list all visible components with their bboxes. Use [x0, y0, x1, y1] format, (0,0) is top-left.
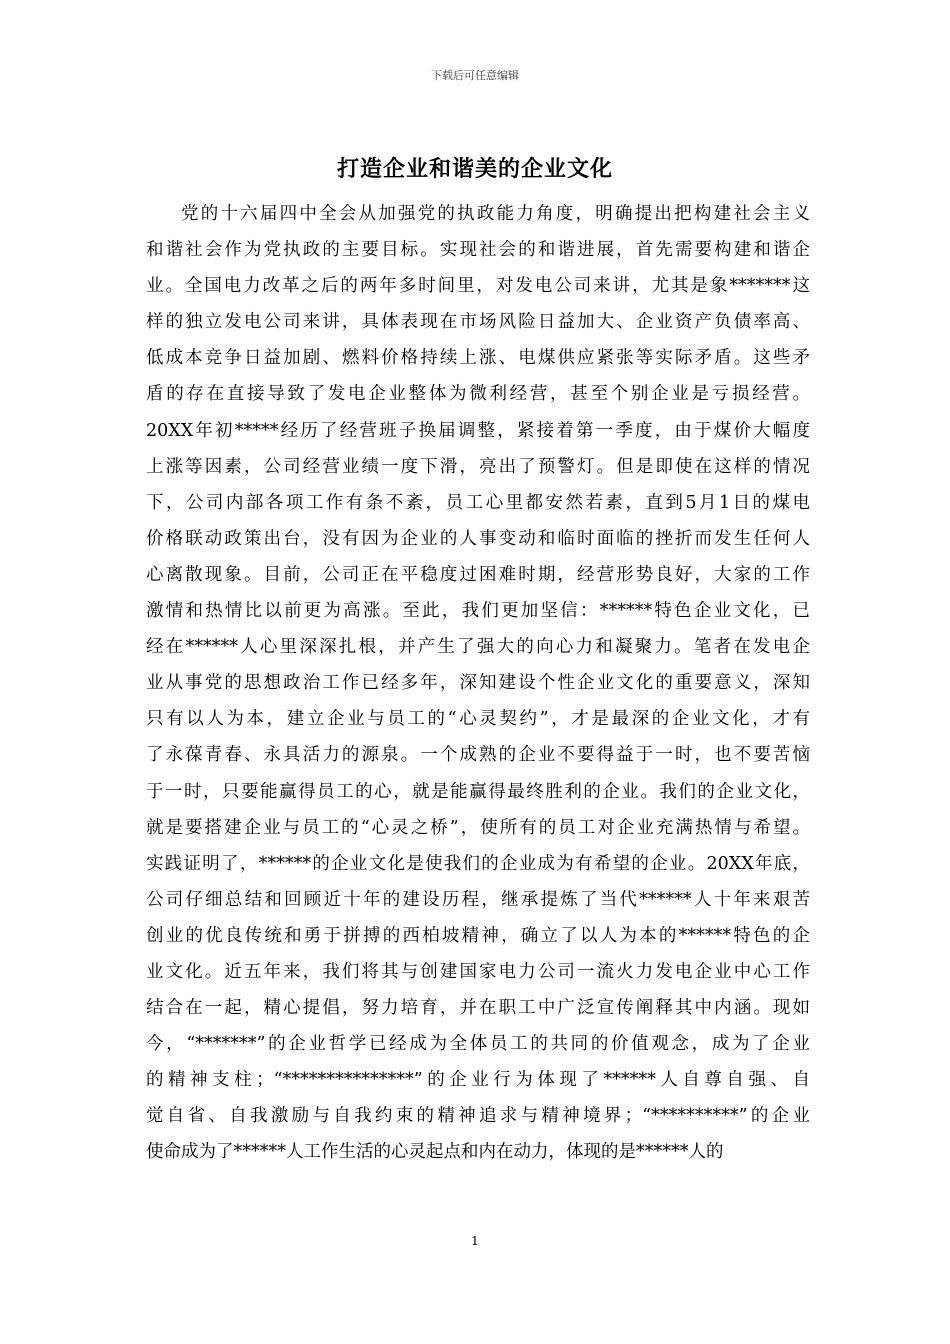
- paragraph-line: 业。全国电力改革之后的两年多时间里，对发电公司来讲，尤其是象*******这: [146, 276, 810, 297]
- paragraph-line: 业文化。近五年来，我们将其与创建国家电力公司一流火力发电企业中心工作: [146, 961, 810, 982]
- paragraph-line: 20XX年初*****经历了经营班子换届调整，紧接着第一季度，由于煤价大幅度: [146, 420, 810, 441]
- paragraph-line: 了永葆青春、永具活力的源泉。一个成熟的企业不要得益于一时，也不要苦恼: [146, 745, 810, 766]
- paragraph-line: 今，“*******”的企业哲学已经成为全体员工的共同的价值观念，成为了企业: [146, 1034, 810, 1055]
- paragraph-line: 实践证明了，******的企业文化是使我们的企业成为有希望的企业。20XX年底，: [146, 853, 810, 874]
- paragraph-line: 下，公司内部各项工作有条不紊，员工心里都安然若素，直到5月1日的煤电: [146, 492, 810, 513]
- paragraph-line: 业从事党的思想政治工作已经多年，深知建设个性企业文化的重要意义，深知: [146, 673, 810, 694]
- paragraph-line: 经在******人心里深深扎根，并产生了强大的向心力和凝聚力。笔者在发电企: [146, 637, 810, 658]
- paragraph-line: 样的独立发电公司来讲，具体表现在市场风险日益加大、企业资产负债率高、: [146, 312, 810, 333]
- paragraph-line: 和谐社会作为党执政的主要目标。实现社会的和谐进展，首先需要构建和谐企: [146, 240, 810, 261]
- paragraph-line: 激情和热情比以前更为高涨。至此，我们更加坚信：******特色企业文化，已: [146, 601, 810, 622]
- paragraph-line: 上涨等因素，公司经营业绩一度下滑，亮出了预警灯。但是即使在这样的情况: [146, 456, 810, 477]
- page-number: 1: [471, 1234, 479, 1248]
- paragraph-line: 就是要搭建企业与员工的“心灵之桥”，使所有的员工对企业充满热情与希望。: [146, 817, 810, 838]
- paragraph-line: 价格联动政策出台，没有因为企业的人事变动和临时面临的挫折而发生任何人: [146, 528, 810, 549]
- header-note: 下载后可任意编辑: [431, 69, 519, 82]
- paragraph-line: 于一时，只要能赢得员工的心，就是能赢得最终胜利的企业。我们的企业文化，: [146, 781, 810, 802]
- paragraph-line: 结合在一起，精心提倡，努力培育，并在职工中广泛宣传阐释其中内涵。现如: [146, 998, 810, 1019]
- paragraph-line: 创业的优良传统和勇于拼搏的西柏坡精神，确立了以人为本的******特色的企: [146, 925, 810, 946]
- paragraph-line: 觉自省、自我激励与自我约束的精神追求与精神境界；“**********”的企业: [146, 1106, 810, 1127]
- body-paragraph: [146, 196, 810, 1171]
- paragraph-line: 使命成为了******人工作生活的心灵起点和内在动力，体现的是******人的: [146, 1142, 724, 1163]
- paragraph-line: 公司仔细总结和回顾近十年的建设历程，继承提炼了当代******人十年来艰苦: [146, 889, 810, 910]
- paragraph-line: 心离散现象。目前，公司正在平稳度过困难时期，经营形势良好，大家的工作: [146, 564, 810, 585]
- paragraph-line: 只有以人为本，建立企业与员工的“心灵契约”，才是最深的企业文化，才有: [146, 709, 810, 730]
- paragraph-line: 盾的存在直接导致了发电企业整体为微利经营，甚至个别企业是亏损经营。: [146, 384, 810, 405]
- paragraph-line: 的精神支柱；“***************”的企业行为体现了******人自尊自强、自: [146, 1070, 810, 1091]
- paragraph-line: 党的十六届四中全会从加强党的执政能力角度，明确提出把构建社会主义: [181, 204, 810, 224]
- paragraph-line: 低成本竞争日益加剧、燃料价格持续上涨、电煤供应紧张等实际矛盾。这些矛: [146, 348, 810, 369]
- document-title: 打造企业和谐美的企业文化: [336, 156, 613, 182]
